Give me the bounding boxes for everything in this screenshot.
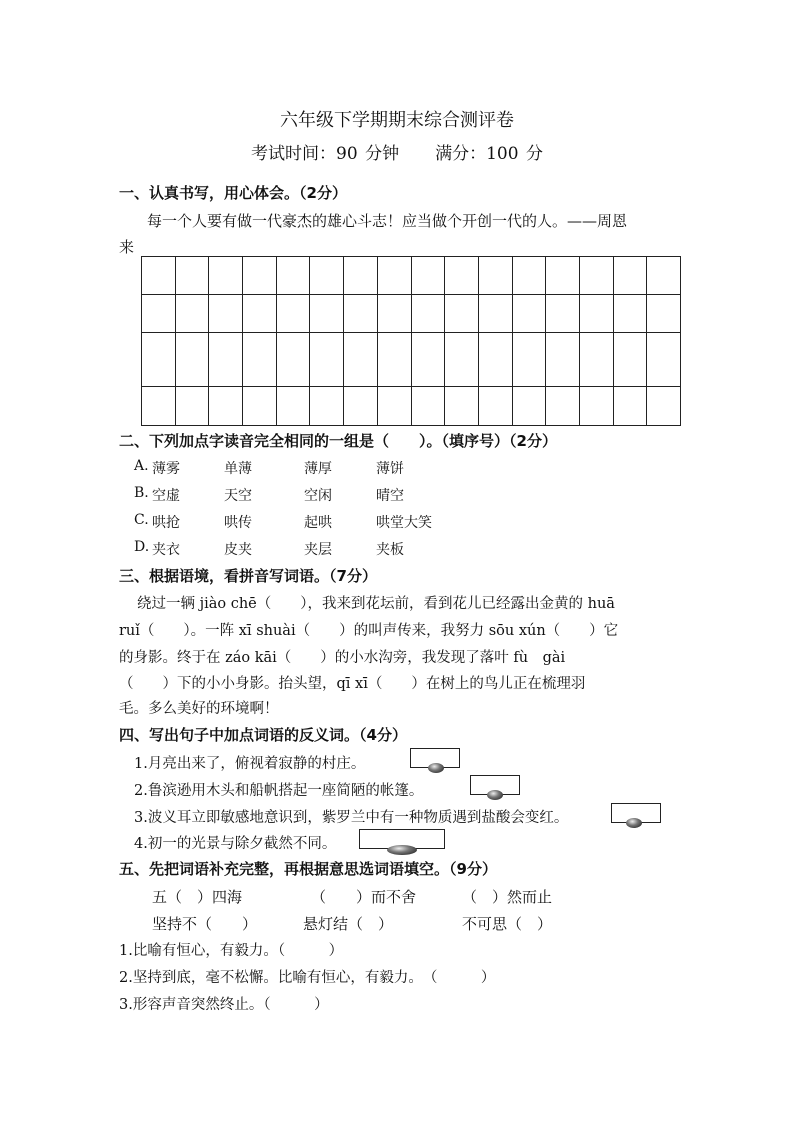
meaning-item: 2.坚持到底，毫不松懈。比喻有恒心，有毅力。 （ ） [119, 970, 496, 986]
grid-row [142, 387, 681, 426]
section-5-heading: 五、先把词语补充完整，再根据意思选词语填空。（9分） [119, 860, 497, 878]
idiom-blank: 不可思（ ） [462, 915, 553, 933]
option-word: 哄堂大笑 [376, 515, 432, 531]
ink-blob-icon [387, 845, 417, 855]
option-letter: D. [134, 539, 150, 555]
option-word: 空闲 [304, 488, 332, 504]
option-word: 天空 [224, 488, 252, 504]
grid-row [142, 333, 681, 387]
ink-blob-icon [487, 790, 503, 800]
option-word: 夹层 [304, 542, 332, 558]
passage-line: （ ）下的小小身影。抬头望，qī xī（ ）在树上的鸟儿正在梳理羽 [119, 676, 586, 692]
idiom-blank: 五（ ）四海 [152, 888, 243, 906]
time-label: 考试时间：90 分钟 [251, 144, 400, 164]
antonym-item: 3.波义耳立即敏感地意识到，紫罗兰中有一种物质遇到盐酸会变红。 [134, 810, 569, 826]
ink-blob-icon [428, 763, 444, 773]
option-letter: C. [134, 512, 149, 528]
meaning-item: 1.比喻有恒心，有毅力。（ ） [119, 943, 344, 959]
section-3-heading: 三、根据语境，看拼音写词语。（7分） [119, 567, 377, 585]
meaning-item: 3.形容声音突然终止。（ ） [119, 997, 329, 1013]
option-letter: B. [134, 485, 149, 501]
grid-row [142, 295, 681, 333]
exam-title: 六年级下学期期末综合测评卷 [280, 110, 514, 131]
grid-row [142, 257, 681, 295]
option-word: 夹衣 [152, 542, 180, 558]
idiom-blank: （ ）而不舍 [311, 888, 417, 906]
section-4-heading: 四、写出句子中加点词语的反义词。（4分） [119, 726, 407, 744]
antonym-item: 2.鲁滨逊用木头和船帆搭起一座简陋的帐篷。 [134, 783, 424, 799]
option-word: 薄雾 [152, 461, 180, 477]
option-word: 薄厚 [304, 461, 332, 477]
score-label: 满分：100 分 [435, 144, 543, 164]
option-word: 单薄 [224, 461, 252, 477]
ink-blob-icon [626, 818, 642, 828]
quote-line-1: 每一个人要有做一代豪杰的雄心斗志！应当做个开创一代的人。——周恩 [147, 212, 628, 230]
option-word: 哄抢 [152, 515, 180, 531]
exam-info [0, 139, 794, 164]
passage-line: 绕过一辆 jiào chē（ ），我来到花坛前，看到花儿已经露出金黄的 huā [137, 596, 615, 612]
option-word: 空虚 [152, 488, 180, 504]
section-2-heading: 二、下列加点字读音完全相同的一组是（ ）。（填序号）（2分） [119, 432, 557, 450]
passage-line: ruǐ（ ）。一阵 xī shuài（ ）的叫声传来，我努力 sōu xún（ ）它 [119, 623, 619, 639]
idiom-blank: 坚持不（ ） [152, 915, 258, 933]
option-word: 晴空 [376, 488, 404, 504]
option-word: 哄传 [224, 515, 252, 531]
idiom-blank: 悬灯结（ ） [303, 915, 394, 933]
option-word: 夹板 [376, 542, 404, 558]
section-1-heading: 一、认真书写，用心体会。（2分） [119, 184, 347, 202]
option-word: 薄饼 [376, 461, 404, 477]
idiom-blank: （ ）然而止 [462, 888, 553, 906]
passage-line: 的身影。终于在 záo kāi（ ）的小水沟旁，我发现了落叶 fù gài [119, 650, 566, 666]
passage-line: 毛。多么美好的环境啊！ [119, 701, 279, 717]
option-word: 皮夹 [224, 542, 252, 558]
antonym-item: 4.初一的光景与除夕截然不同。 [134, 836, 337, 852]
antonym-item: 1.月亮出来了，俯视着寂静的村庄。 [134, 756, 366, 772]
option-letter: A. [134, 458, 149, 474]
writing-grid[interactable] [141, 256, 681, 426]
quote-line-2: 来 [119, 238, 135, 256]
option-word: 起哄 [304, 515, 332, 531]
